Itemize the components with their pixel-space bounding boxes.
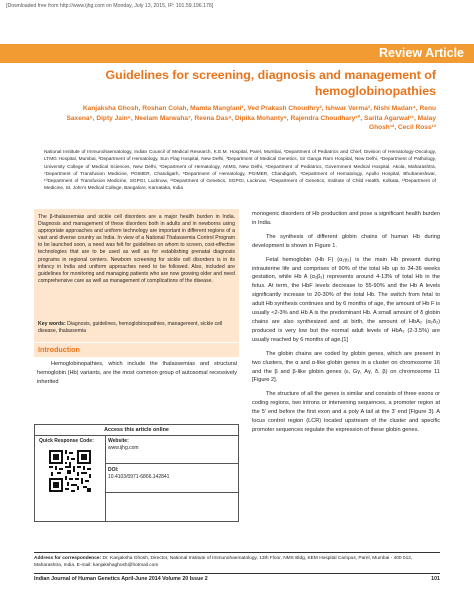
author-list: Kanjaksha Ghosh, Roshan Colah, Mamta Manglani¹, Ved Prakash Choudhry², Ishwar Verma³, Nishi Madan⁴, Renu Saxena⁵, Dipty Jain⁶, Neelam Marwaha⁷, Reena Das⁸, Dipika Mohanty⁹, Rajendra Choudhary¹⁰, Sarita Agarwal¹¹, Malay Ghosh¹², Cecil Ross¹³: [66, 105, 436, 132]
footer-journal: Indian Journal of Human Genetics April-June 2014 Volume 20 Issue 2: [34, 576, 208, 582]
website-label: Website:: [108, 438, 129, 444]
qr-label: Quick Response Code:: [39, 438, 94, 444]
doi-row: [105, 464, 239, 493]
section-label: Review Article: [379, 46, 464, 60]
keywords: [38, 321, 235, 335]
access-online-box: [34, 424, 239, 522]
qr-cell: [35, 435, 106, 522]
keywords-label: Key words:: [38, 321, 66, 327]
doi-value[interactable]: 10.4103/0971-6866.142841: [108, 474, 170, 480]
paragraph-3: The globin chains are coded by globin genes, which are present in two clusters, the α and α-like globin genes in a cluster on chromosome 16 and the β and β-like globin genes (ε, Gγ, Aγ, δ, β) on chromosome 11 [Figure 2].: [252, 350, 440, 384]
article-title: Guidelines for screening, diagnosis and management of hemoglobinopathies: [105, 68, 436, 98]
website-row: [105, 435, 239, 464]
keywords-text: Diagnosis, guidelines, hemoglobinopathies, management, sickle cell disease, thalassemia: [38, 321, 223, 335]
correspondence-text: Dr. Kanjaksha Ghosh, Director, National Institute of Immunohaematology, 13th Floor, NMS Bldg, KEM Hospital Campus, Parel, Mumbai - 400 012, Maharashtra, India. E-mail: kanjakshaghosh@hotmail.com: [34, 556, 413, 569]
correspondence-label: Address for correspondence:: [34, 556, 102, 561]
introduction-text: Hemoglobinopathies, which include the thalassemias and structural hemoglobin (Hb) variants, are the most common group of autosomal recessively inherited: [37, 361, 237, 385]
paragraph-1: The synthesis of different globin chains of human Hb during development is shown in Figure 1.: [252, 233, 440, 249]
correspondence-divider: [34, 552, 440, 553]
doi-label: DOI:: [108, 467, 119, 473]
page-number: 101: [431, 576, 440, 582]
introduction-heading-bar: [34, 343, 239, 357]
section-banner: [0, 44, 474, 63]
abstract-box: [34, 209, 239, 342]
correspondence: [34, 555, 440, 569]
abstract-text: The β-thalassemias and sickle cell disorders are a major health burden in India. Diagnosis and management of these disorders both in adults and in newborns using appropriate approaches and uniform technology are important in different regions of a vast and diverse country as India. In view of a National Thalassemia Control Program to be launched soon, a need was felt for guidelines on whom to screen, cost-effective technologies that are to be used as well as for establishing prenatal diagnosis programs in regional centers. Newborn screening for sickle cell disorders is in its infancy in India and uniform approaches need to be followed. Also, included are guidelines for monitoring and managing patients who are now growing older and need comprehensive care as well as management of complications of the disease.: [38, 214, 235, 284]
paragraph-2: Fetal hemoglobin (Hb F) (α₂γ₂) is the main Hb present during intrauterine life and comprises of 90% of the total Hb up to 34-36 weeks gestation, while Hb A (α₂β₂) represents around 4-13% of total Hb in the fetus. At term, the HbF levels decrease to 55-90% and the Hb A levels significantly increase to 20-30% of the total Hb. The switch from fetal to adult Hb synthesis continues and by 6 months of age, the amount of Hb F is usually <2-3% and Hb A is the predominant Hb. A small amount of δ globin chains are also synthesized and at birth, the amount of HbA₂ (α₂δ₂) produced is very low but the normal adult levels of HbA₂ (2-3.5%) are usually reached by 6 months of age.[1]: [252, 256, 440, 343]
affiliations: National Institute of Immunohaematology, Indian Council of Medical Research, K.E.M. Hospital, Parel, Mumbai, ¹Department of Pediatrics and Chief, Division of Hematology-Oncology, LTMG Hospital, Mumbai, ²Department of Hematology, Sun Flag Hospital, New Delhi, ³Department of Medical Genetics, Sir Ganga Ram Hospital, New Delhi, ⁴Department of Pathology, University College of Medical Sciences, New Delhi, ⁵Department of Hematology, AIIMS, New Delhi, ⁶Department of Pediatrics, Government Medical Hospital, Akola, Maharashtra, ⁷Department of Transfusion Medicine, PGIMER, Chandigarh, ⁸Department of Hematology, PGIMER, Chandigarh, ⁹Department of Hematology, Apollo Hospital, Bhubaneshwar, ¹⁰Department of Transfusion Medicine, SGPGI, Lucknow, ¹¹Department of Genetics, SGPGI, Lucknow, ¹²Department of Genetics, Institute of Child Health, Kolkata, ¹³Department of Medicine, St. John's Medical College, Bangalore, Karnataka, India: [44, 150, 436, 192]
access-info: [105, 435, 239, 522]
qr-code-icon[interactable]: [49, 450, 91, 492]
paragraph-4: The structure of all the genes is similar and consists of three exons or coding regions, two introns or intervening sequences, a promoter region at the 5' end before the first exon and a poly A tail at the 3' end [Figure 3]. A locus control region (LCR) located upstream of the cluster and specific promoter sequences regulate the expression of these globin genes.: [252, 391, 440, 433]
download-notice: [Downloaded free from http://www.ijhg.com on Monday, July 13, 2015, IP: 101.59.196.176]: [6, 3, 214, 9]
footer-divider: [34, 573, 440, 574]
website-link[interactable]: www.ijhg.com: [108, 445, 139, 451]
right-column: [252, 210, 440, 435]
paragraph-0: monogenic disorders of Hb production and pose a significant health burden in India.: [252, 211, 440, 226]
introduction-heading: Introduction: [38, 345, 80, 354]
access-title: Access this article online: [35, 425, 238, 436]
